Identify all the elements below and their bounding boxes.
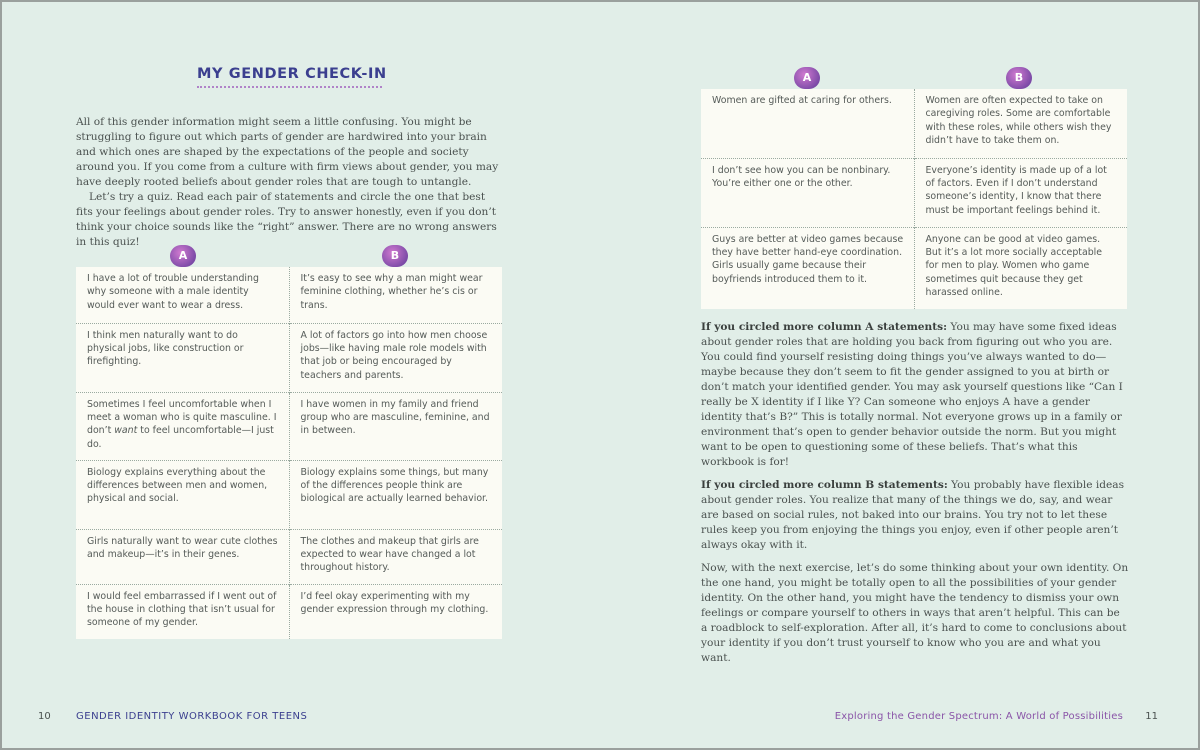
column-a-badge: A: [170, 245, 196, 267]
quiz-row: [76, 529, 502, 584]
statement-a[interactable]: Biology explains everything about the differences between men and women, physical and social.: [76, 460, 289, 529]
statement-b[interactable]: I have women in my family and friend group who are masculine, feminine, and in between.: [289, 392, 502, 460]
quiz-row: [76, 392, 502, 460]
intro-text: [76, 115, 504, 250]
statement-text: Sometimes I feel uncomfortable when I meet a woman who is quite masculine. I don’t: [87, 398, 277, 437]
statement-b[interactable]: It’s easy to see why a man might wear feminine clothing, whether he’s cis or trans.: [289, 267, 502, 323]
quiz-row: [76, 584, 502, 639]
result-a-text: You may have some fixed ideas about gender roles that are holding you back from figuring out who you are. You could find yourself resisting doing things you’ve always wanted to do—maybe because they don’t seem to fit the gender assigned to you at birth or don’t match your identified gender. You may ask yourself questions like “Can I really be X identity if I like Y? Can someone who enjoys A have a gender identity that’s B?” This is totally normal. Not everyone grows up in a family or environment that’s open to gender behavior outside the norm. But you might want to be open to questioning some of these beliefs. That’s what this workbook is for!: [701, 321, 1123, 468]
intro-paragraph: All of this gender information might seem a little confusing. You might be struggling to figure out which parts of gender are hardwired into your brain and which ones are shaped by the expectations of the people and society around you. If you come from a culture with firm views about gender, you may have deeply rooted beliefs about gender roles that are tough to untangle.: [76, 116, 499, 188]
statement-b[interactable]: A lot of factors go into how men choose jobs—like having male role models with that job or being encouraged by teachers and parents.: [289, 323, 502, 392]
quiz-row: [701, 227, 1127, 309]
statement-b[interactable]: Anyone can be good at video games. But it’s a lot more socially acceptable for men to play. Women who game sometimes quit because they get harassed online.: [914, 227, 1127, 309]
page-title: MY GENDER CHECK-IN: [197, 66, 387, 82]
quiz-row: [701, 158, 1127, 227]
statement-a[interactable]: I would feel embarrassed if I went out of the house in clothing that isn’t usual for someone of my gender.: [76, 584, 289, 639]
column-a-badge: A: [794, 67, 820, 89]
quiz-row: [76, 323, 502, 392]
quiz-row: [76, 460, 502, 529]
page-number-left: 10: [38, 711, 51, 722]
closing-paragraph: Now, with the next exercise, let’s do some thinking about your own identity. On the one hand, you might be totally open to all the possibilities of your gender identity. On the other hand, you might have the tendency to dismiss your own feelings or compare yourself to others in ways that aren’t helpful. This can be a roadblock to self-exploration. After all, it’s hard to come to conclusions about your identity if you don’t trust yourself to know who you are and what you want.: [701, 562, 1129, 664]
statement-a[interactable]: Guys are better at video games because they have better hand-eye coordination. Girls usually game because their boyfriends introduced them to it.: [701, 227, 914, 309]
statement-a[interactable]: [76, 392, 289, 460]
statement-b[interactable]: Women are often expected to take on caregiving roles. Some are comfortable with these roles, while others wish they didn’t have to take them on.: [914, 89, 1127, 158]
intro-paragraph: Let’s try a quiz. Read each pair of statements and circle the one that best fits your feelings about gender roles. Try to answer honestly, even if you don’t think your choice sounds like the “right” answer. There are no wrong answers in this quiz!: [76, 191, 497, 248]
column-b-badge: B: [1006, 67, 1032, 89]
result-a-heading: If you circled more column A statements:: [701, 321, 947, 333]
result-b-paragraph: [701, 478, 1129, 553]
results-text: [701, 320, 1129, 674]
title-underline: [197, 86, 382, 88]
statement-a[interactable]: I have a lot of trouble understanding why someone with a male identity would ever want to wear a dress.: [87, 273, 259, 311]
statement-a[interactable]: Girls naturally want to wear cute clothes and makeup—it’s in their genes.: [76, 529, 289, 584]
quiz-table-left: [76, 267, 502, 639]
running-head-right: Exploring the Gender Spectrum: A World of Possibilities: [834, 711, 1123, 722]
running-head-left: GENDER IDENTITY WORKBOOK FOR TEENS: [76, 711, 308, 722]
quiz-table-right: [701, 89, 1127, 309]
statement-text: to feel uncomfortable—I just do.: [87, 425, 274, 450]
quiz-row: [76, 267, 502, 323]
result-b-heading: If you circled more column B statements:: [701, 479, 948, 491]
result-b-text: You probably have flexible ideas about gender roles. You realize that many of the things we do, say, and wear are based on social rules, not baked into our brains. You try not to let these rules keep you from enjoying the things you enjoy, even if other people aren’t always okay with it.: [701, 479, 1125, 551]
column-b-badge: B: [382, 245, 408, 267]
quiz-row: [701, 89, 1127, 158]
page-number-right: 11: [1145, 711, 1158, 722]
result-a-paragraph: [701, 320, 1129, 470]
statement-b[interactable]: The clothes and makeup that girls are expected to wear have changed a lot throughout history.: [289, 529, 502, 584]
emphasis-word: want: [114, 425, 138, 437]
statement-b[interactable]: I’d feel okay experimenting with my gender expression through my clothing.: [289, 584, 502, 639]
statement-a[interactable]: I think men naturally want to do physical jobs, like construction or firefighting.: [76, 323, 289, 392]
statement-a[interactable]: Women are gifted at caring for others.: [712, 95, 892, 106]
statement-a[interactable]: I don’t see how you can be nonbinary. You’re either one or the other.: [701, 158, 914, 227]
statement-b[interactable]: Everyone’s identity is made up of a lot of factors. Even if I don’t understand someone’s identity, I know that there must be important feelings behind it.: [914, 158, 1127, 227]
statement-b[interactable]: Biology explains some things, but many of the differences people think are biological are actually learned behavior.: [289, 460, 502, 529]
